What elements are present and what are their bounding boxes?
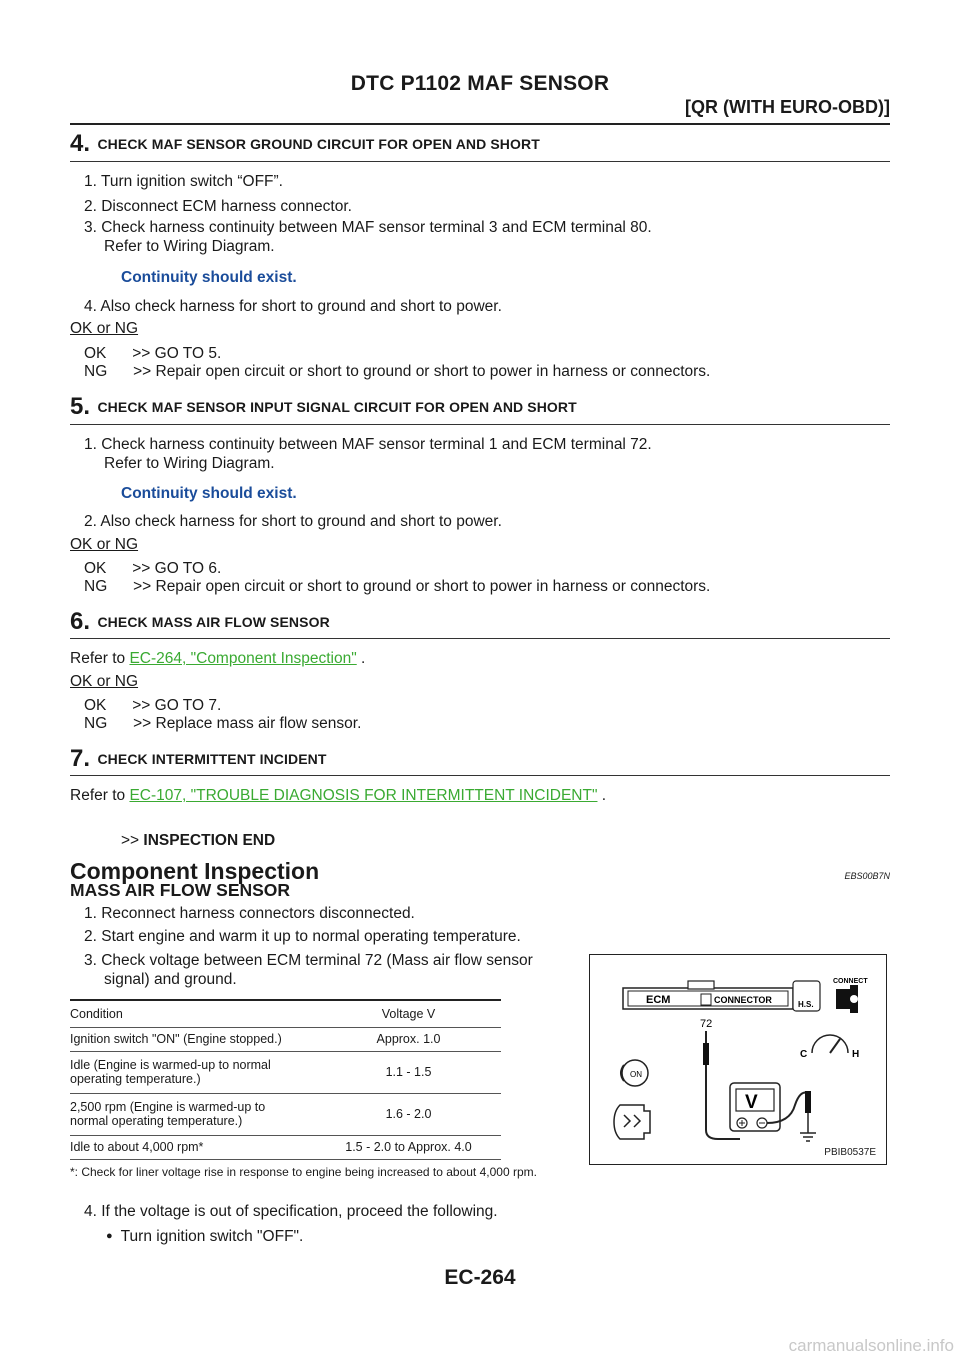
- instruction-line: 3. Check voltage between ECM terminal 72 (Mass air flow sensor: [84, 952, 533, 969]
- temp-gauge-needle: [830, 1039, 840, 1053]
- table-header-voltage: Voltage V: [381, 1006, 436, 1021]
- page-number: EC-264: [444, 1266, 516, 1289]
- test-figure: [589, 954, 887, 1165]
- component-inspection-link[interactable]: EC-264, "Component Inspection": [129, 650, 357, 667]
- inspection-end: [121, 832, 275, 850]
- section-title: Component Inspection: [70, 858, 320, 884]
- instruction-line: 4. If the voltage is out of specification, proceed the following.: [84, 1203, 498, 1220]
- end-arrow: >>: [121, 832, 140, 849]
- table-row: [70, 1093, 501, 1135]
- step-4-heading: [70, 130, 890, 158]
- ng-result: NG >> Repair open circuit or short to ground or short to power in harness or connectors.: [84, 363, 711, 380]
- instruction-line: 1. Check harness continuity between MAF sensor terminal 1 and ECM terminal 72.: [84, 436, 652, 453]
- ng-result: NG >> Replace mass air flow sensor.: [84, 715, 362, 732]
- table-cell-line: operating temperature.): [70, 1072, 201, 1086]
- gauge-h-label: H: [852, 1049, 860, 1060]
- step-title: CHECK MASS AIR FLOW SENSOR: [97, 614, 330, 630]
- instruction-line: 2. Also check harness for short to ground and short to power.: [84, 513, 502, 530]
- page-title: DTC P1102 MAF SENSOR: [350, 72, 610, 95]
- table-row: [70, 1027, 501, 1051]
- step-title: CHECK MAF SENSOR GROUND CIRCUIT FOR OPEN AND SHORT: [97, 136, 540, 152]
- engine-icon: [614, 1105, 650, 1139]
- watermark: carmanualsonline.info: [788, 1336, 954, 1355]
- header-rule: [70, 123, 890, 125]
- step-number: 6.: [70, 608, 91, 635]
- instruction-line: 4. Also check harness for short to ground and short to power.: [84, 298, 502, 315]
- voltage-spec-table: [70, 999, 501, 1160]
- step-title: CHECK MAF SENSOR INPUT SIGNAL CIRCUIT FOR OPEN AND SHORT: [97, 399, 577, 415]
- table-cell-line: normal operating temperature.): [70, 1114, 243, 1128]
- instruction-line: 3. Check harness continuity between MAF sensor terminal 3 and ECM terminal 80.: [84, 219, 652, 236]
- instruction-line: 2. Disconnect ECM harness connector.: [84, 198, 352, 215]
- table-cell-line: Idle (Engine is warmed-up to normal: [70, 1058, 271, 1072]
- ng-result: NG >> Repair open circuit or short to ground or short to power in harness or connectors.: [84, 578, 711, 595]
- bullet-icon: ●: [106, 1230, 113, 1242]
- table-row: [70, 1051, 501, 1093]
- instruction-line: signal) and ground.: [104, 971, 237, 988]
- hs-label: H.S.: [798, 1000, 814, 1009]
- table-cell: Approx. 1.0: [376, 1032, 441, 1046]
- intermittent-incident-link[interactable]: EC-107, "TROUBLE DIAGNOSIS FOR INTERMITTENT INCIDENT": [129, 787, 598, 804]
- subsection-title: MASS AIR FLOW SENSOR: [70, 880, 291, 900]
- step-7-heading: [70, 745, 890, 773]
- table-cell: [70, 1093, 316, 1135]
- ok-result: OK >> GO TO 6.: [84, 560, 222, 577]
- table-cell: 1.1 - 1.5: [385, 1065, 432, 1079]
- refer-line: [70, 787, 606, 805]
- step-number: 5.: [70, 393, 91, 420]
- end-text: INSPECTION END: [143, 832, 276, 849]
- step-rule: [70, 161, 890, 162]
- table-cell: Idle to about 4,000 rpm*: [70, 1140, 204, 1154]
- connector-label: CONNECTOR: [714, 995, 772, 1005]
- ignition-on-label: ON: [630, 1070, 642, 1079]
- table-cell-line: 2,500 rpm (Engine is warmed-up to: [70, 1100, 266, 1114]
- table-cell: Ignition switch "ON" (Engine stopped.): [70, 1032, 282, 1046]
- step-number: 4.: [70, 130, 91, 157]
- table-header-row: [70, 1000, 501, 1027]
- instruction-line: Refer to Wiring Diagram.: [104, 238, 275, 255]
- terminal-number: 72: [700, 1018, 713, 1030]
- instruction-line: 2. Start engine and warm it up to normal operating temperature.: [84, 928, 521, 945]
- ok-or-ng-label: OK or NG: [70, 673, 139, 690]
- ok-or-ng-label: OK or NG: [70, 536, 139, 553]
- step-5-heading: [70, 393, 890, 421]
- wiring-test-diagram: [590, 955, 888, 1166]
- refer-suffix: .: [597, 787, 607, 804]
- voltmeter-v-label: V: [745, 1092, 758, 1113]
- table-cell: [70, 1051, 316, 1093]
- refer-label: Refer to: [70, 650, 130, 667]
- step-rule: [70, 424, 890, 425]
- refer-suffix: .: [356, 650, 366, 667]
- connector-latch: [688, 981, 714, 989]
- ecm-label: ECM: [646, 994, 671, 1006]
- spec-statement: Continuity should exist.: [121, 485, 297, 502]
- step-6-heading: [70, 608, 890, 636]
- bullet-text: Turn ignition switch "OFF".: [120, 1228, 304, 1245]
- connector-pin-box: [701, 994, 711, 1005]
- probe-tip: [703, 1043, 709, 1065]
- refer-label: Refer to: [70, 787, 130, 804]
- step-title: CHECK INTERMITTENT INCIDENT: [97, 751, 327, 767]
- table-row: [70, 1135, 501, 1159]
- bullet-line: [106, 1228, 303, 1246]
- spec-statement: Continuity should exist.: [121, 269, 297, 286]
- temp-gauge-icon: [812, 1035, 848, 1053]
- ground-probe: [805, 1091, 811, 1113]
- section-code: EBS00B7N: [844, 871, 890, 881]
- ok-result: OK >> GO TO 7.: [84, 697, 222, 714]
- ok-result: OK >> GO TO 5.: [84, 345, 222, 362]
- step-rule: [70, 638, 890, 639]
- table-footnote: *: Check for liner voltage rise in response to engine being increased to about 4,000 rpm.: [70, 1165, 537, 1179]
- page-subtitle: [QR (WITH EURO-OBD)]: [685, 97, 890, 117]
- gauge-c-label: C: [800, 1049, 808, 1060]
- refer-line: [70, 650, 365, 668]
- instruction-line: Refer to Wiring Diagram.: [104, 455, 275, 472]
- figure-code: PBIB0537E: [824, 1147, 876, 1158]
- ok-or-ng-label: OK or NG: [70, 320, 139, 337]
- step-number: 7.: [70, 745, 91, 772]
- table-cell: 1.5 - 2.0 to Approx. 4.0: [345, 1140, 472, 1154]
- connect-icon-hole: [850, 995, 858, 1003]
- instruction-line: 1. Reconnect harness connectors disconnected.: [84, 905, 415, 922]
- instruction-line: 1. Turn ignition switch “OFF”.: [84, 173, 283, 190]
- connect-label: CONNECT: [833, 978, 868, 985]
- step-rule: [70, 775, 890, 776]
- table-cell: 1.6 - 2.0: [385, 1107, 432, 1121]
- table-header-condition: Condition: [70, 1006, 123, 1021]
